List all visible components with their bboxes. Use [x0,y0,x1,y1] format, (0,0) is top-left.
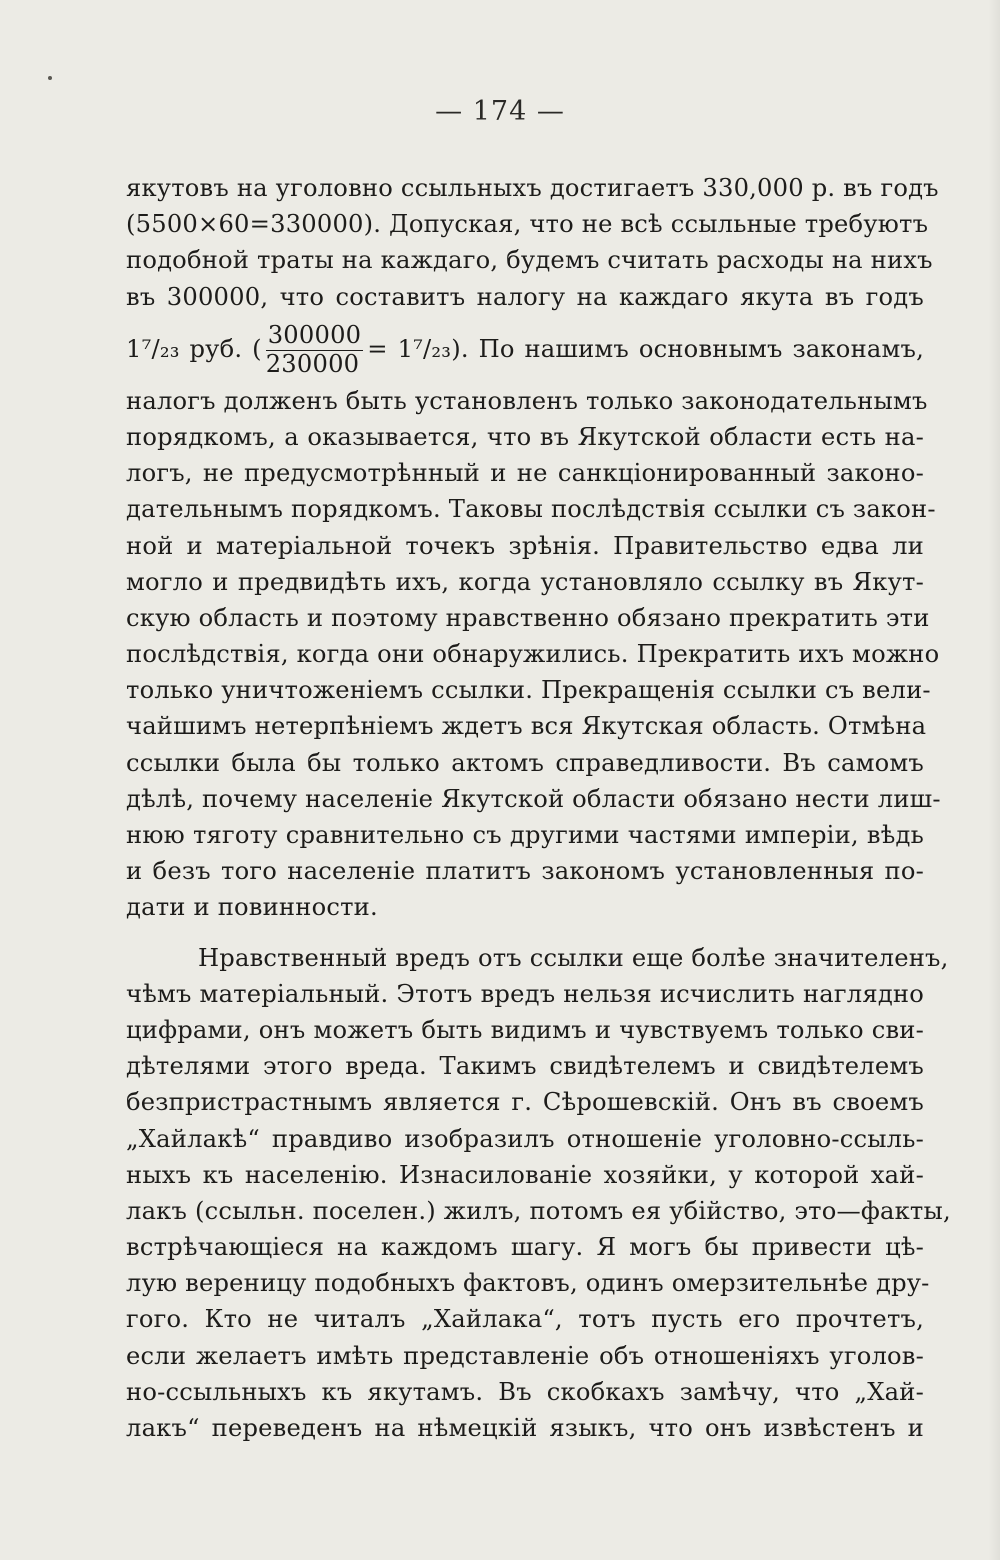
text-line: ныхъ къ населенію. Изнасилованіе хозяйки, у которой хай- [126,1160,924,1189]
text-line: подобной траты на каждаго, будемъ считать расходы на нихъ [126,246,933,275]
text-line: логъ, не предусмотрѣнный и не санкціонированный законо- [126,459,924,488]
text-line: чѣмъ матеріальный. Этотъ вредъ нельзя исчислить наглядно [126,979,924,1008]
text-line: нюю тяготу сравнительно съ другими частями имперіи, вѣдь [126,821,924,849]
text-line: цифрами, онъ можетъ быть видимъ и чувствуемъ только сви- [126,1015,924,1044]
text-line: встрѣчающіеся на каждомъ шагу. Я могъ бы привести цѣ- [126,1233,924,1262]
text-line: и безъ того населеніе платитъ закономъ установленныя по- [126,857,924,886]
formula-suffix: = 1⁷/₂₃). По нашимъ основнымъ законамъ, [367,334,924,363]
text-line: дати и повинности. [126,893,378,922]
text-line: лакъ (ссыльн. поселен.) жилъ, потомъ ея убійство, это—факты, [126,1196,951,1225]
paragraph-1 [126,170,941,926]
text-line: только уничтоженіемъ ссылки. Прекращенія ссылки съ вели- [126,676,931,705]
formula-line [126,315,924,383]
page-number: — 174 — [435,96,565,127]
text-line: гого. Кто не читалъ „Хайлака“, тотъ пусть его прочтетъ, [126,1305,924,1334]
text-line: безпристрастнымъ является г. Сѣрошевскій. Онъ въ своемъ [126,1088,924,1117]
text-line: Нравственный вредъ отъ ссылки еще болѣе значителенъ, [198,943,949,972]
text-line: налогъ долженъ быть установленъ только законодательнымъ [126,386,928,415]
body-text [126,170,951,1446]
text-line: ной и матеріальной точекъ зрѣнія. Правительство едва ли [126,531,924,560]
text-line: въ 300000, что составитъ налогу на каждаго якута въ годъ [126,282,924,311]
text-line: чайшимъ нетерпѣніемъ ждетъ вся Якутская область. Отмѣна [126,712,927,741]
text-line: якутовъ на уголовно ссыльныхъ достигаетъ 330,000 р. въ годъ [126,174,939,202]
text-line: дательнымъ порядкомъ. Таковы послѣдствія ссылки съ закон- [126,495,936,524]
text-line: могло и предвидѣть ихъ, когда установляло ссылку въ Якут- [126,567,924,596]
text-line: но-ссыльныхъ къ якутамъ. Въ скобкахъ замѣчу, что „Хай- [126,1377,924,1406]
text-line: лакъ“ переведенъ на нѣмецкій языкъ, что онъ извѣстенъ и [126,1414,924,1442]
formula-prefix: 1⁷/₂₃ руб. ( [126,334,262,363]
text-line: дѣлѣ, почему населеніе Якутской области обязано нести лиш- [126,784,941,813]
ink-speck [48,76,52,80]
page-edge-shadow [988,0,1000,1560]
fraction [266,323,364,377]
fraction-numerator: 300000 [267,321,362,350]
text-line: ссылки была бы только актомъ справедливости. Въ самомъ [126,748,924,777]
paragraph-2 [126,940,951,1447]
text-line: послѣдствія, когда они обнаружились. Прекратить ихъ можно [126,640,940,669]
paragraph-gap [126,926,924,940]
fraction-denominator: 230000 [265,349,360,378]
text-line: „Хайлакѣ“ правдиво изобразилъ отношеніе уголовно-ссыль- [126,1124,924,1153]
text-line: порядкомъ, а оказывается, что въ Якутской области есть на- [126,422,924,451]
text-line: (5500×60=330000). Допуская, что не всѣ ссыльные требуютъ [126,210,929,239]
text-line: скую область и поэтому нравственно обязано прекратить эти [126,603,930,632]
text-line: дѣтелями этого вреда. Такимъ свидѣтелемъ и свидѣтелемъ [126,1052,924,1081]
text-line: если желаетъ имѣть представленіе объ отношеніяхъ уголов- [126,1341,924,1370]
text-line: лую вереницу подобныхъ фактовъ, одинъ омерзительнѣе дру- [126,1269,930,1298]
